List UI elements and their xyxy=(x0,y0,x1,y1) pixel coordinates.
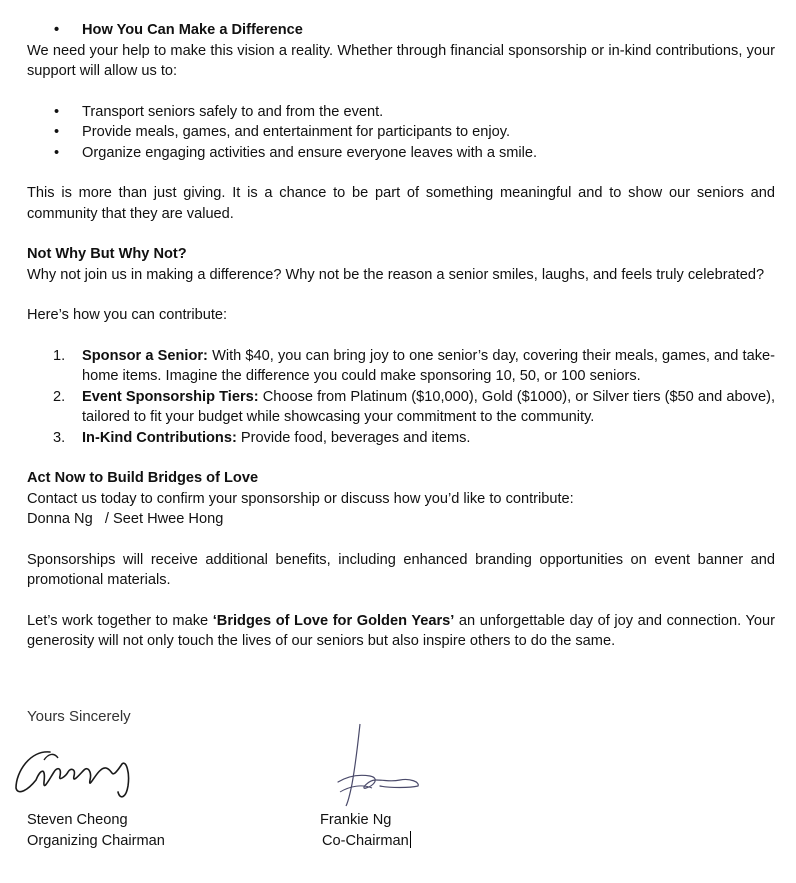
item-text: Choose from Platinum ($10,000), Gold ($1000), or Silver tiers ($50 and above), tailored to fit your budget while showcasing your commitment to the community. xyxy=(82,388,776,425)
signatory-block-cheong xyxy=(27,810,165,852)
signature-frankie xyxy=(330,722,430,812)
heading-bullet-list xyxy=(27,20,775,41)
signatory-title-row xyxy=(320,831,411,852)
list-number: 2. xyxy=(53,388,66,405)
support-list xyxy=(27,102,775,164)
list-item: • Provide meals, games, and entertainment for participants to enjoy. xyxy=(27,122,775,143)
sign-off: Yours Sincerely xyxy=(27,708,131,725)
event-name: ‘Bridges of Love for Golden Years’ xyxy=(212,612,455,629)
signatory-title: Co-Chairman xyxy=(322,833,409,849)
item-text: Provide food, beverages and items. xyxy=(236,429,471,446)
contact-paragraph: Contact us today to confirm your sponsorship or discuss how you’d like to contribute: xyxy=(27,490,574,507)
signatory-name: Frankie Ng xyxy=(320,812,392,828)
closing-paragraph xyxy=(27,611,775,652)
letter-body xyxy=(27,0,775,652)
closing-pre: Let’s work together to make xyxy=(27,612,213,629)
item-title: Sponsor a Senior: xyxy=(82,347,208,364)
why-not-paragraph: Why not join us in making a difference? Why not be the reason a senior smiles, laughs, and feels truly celebrated? xyxy=(27,266,765,283)
intro-paragraph: We need your help to make this vision a reality. Whether through financial sponsorship or in-kind contributions, your support will allow us to: xyxy=(27,42,775,79)
item-title: In-Kind Contributions: xyxy=(82,429,237,446)
section-heading-difference: • How You Can Make a Difference xyxy=(27,20,775,41)
list-item: • Transport seniors safely to and from the event. xyxy=(27,102,775,123)
list-item xyxy=(27,387,775,428)
section-heading-why-not: Not Why But Why Not? xyxy=(27,246,187,262)
list-number: 3. xyxy=(53,429,66,446)
signature-cheong xyxy=(10,742,140,802)
closing-post: an unforgettable day of joy and connection. Your generosity will not only touch the lives of our seniors but also inspire others to do the same. xyxy=(27,612,776,649)
list-number: 1. xyxy=(53,347,66,364)
text-cursor xyxy=(410,831,411,848)
contribute-list xyxy=(27,346,775,449)
more-than-giving-paragraph: This is more than just giving. It is a chance to be part of something meaningful and to show our seniors and community that they are valued. xyxy=(27,185,775,222)
item-text: With $40, you can bring joy to one senior’s day, covering their meals, games, and take-home items. Imagine the difference you could make sponsoring 10, 50, or 100 seniors. xyxy=(82,347,776,384)
list-item xyxy=(27,346,775,387)
section-heading-act-now: Act Now to Build Bridges of Love xyxy=(27,470,259,486)
benefits-paragraph: Sponsorships will receive additional benefits, including enhanced branding opportunities on event banner and promotional materials. xyxy=(27,551,775,588)
list-item xyxy=(27,428,775,449)
contribute-intro: Here’s how you can contribute: xyxy=(27,307,228,323)
contact-names: Donna Ng / Seet Hwee Hong xyxy=(27,511,224,527)
list-item: • Organize engaging activities and ensure everyone leaves with a smile. xyxy=(27,143,775,164)
signatory-name: Steven Cheong xyxy=(27,812,128,828)
item-title: Event Sponsorship Tiers: xyxy=(82,388,259,405)
signatory-title: Organizing Chairman xyxy=(27,833,165,849)
signatory-block-ng xyxy=(320,810,411,852)
